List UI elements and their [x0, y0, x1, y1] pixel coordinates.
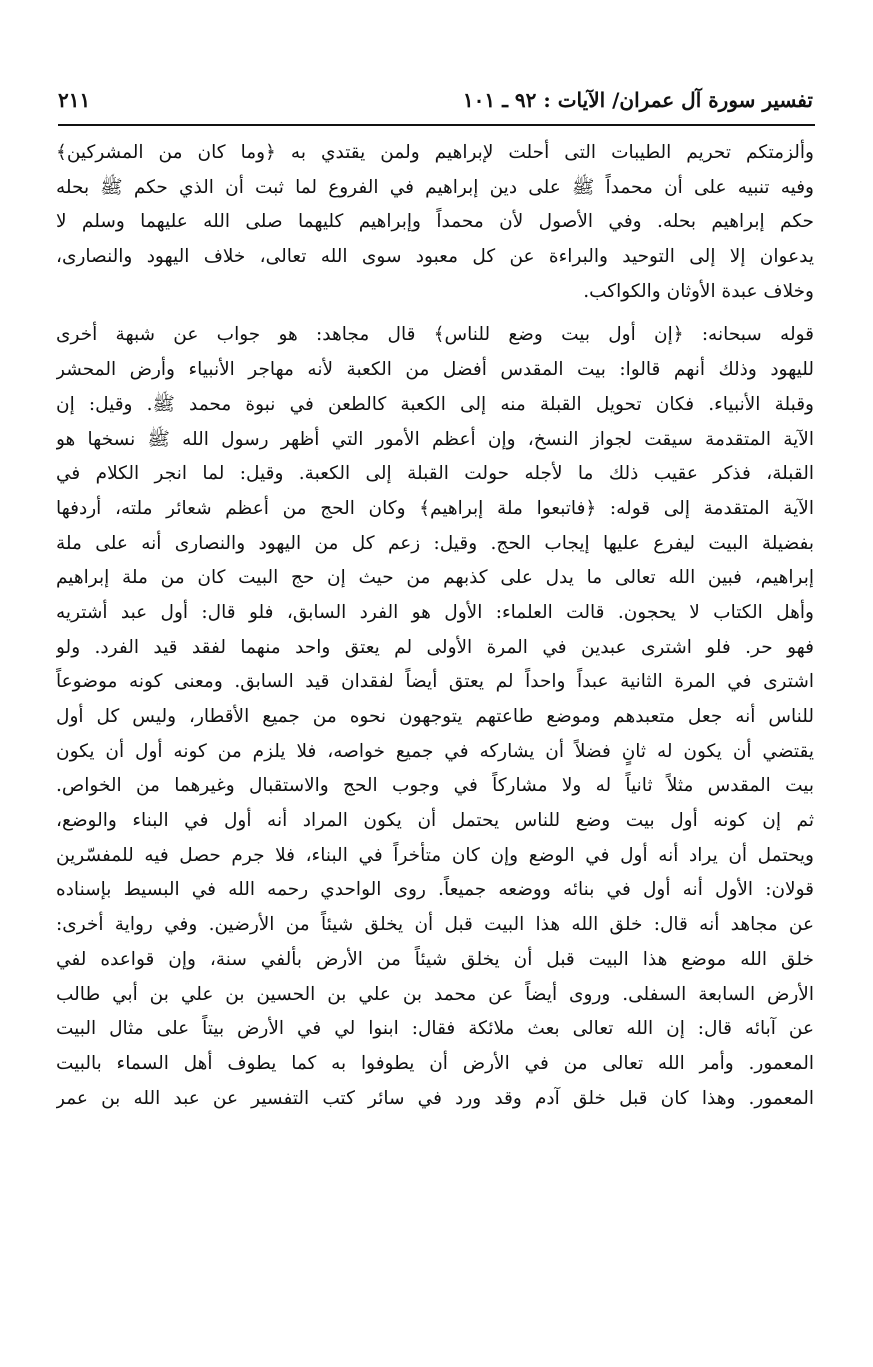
text-line: قوله سبحانه: ﴿إن أول بيت وضع للناس﴾ قال مجاهد: هو جواب عن شبهة أخرى — [56, 324, 814, 346]
text-line: وخلاف عبدة الأوثان والكواكب. — [583, 280, 814, 302]
paragraph-gap — [56, 309, 814, 318]
text-line: عن مجاهد أنه قال: خلق الله هذا البيت قبل أن يخلق شيئاً من الأرضين. وفي رواية أخرى: — [56, 914, 814, 936]
body-text — [56, 136, 814, 1116]
paragraph-1 — [56, 136, 814, 309]
text-line: فهو حر. فلو اشترى عبدين في المرة الأولى لم يعتق واحد منهما لفقد قيد الفرد. ولو — [56, 636, 814, 658]
text-line: المعمور. وأمر الله تعالى من في الأرض أن يطوفوا به كما يطوف أهل السماء بالبيت — [56, 1052, 814, 1074]
text-line: وألزمتكم تحريم الطيبات التى أحلت لإبراهيم ولمن يقتدي به ﴿وما كان من المشركين﴾ — [56, 142, 814, 163]
text-line: إبراهيم، فبين الله تعالى ما يدل على كذبهم من حيث إن حج البيت كان من ملة إبراهيم — [56, 567, 814, 589]
running-header — [58, 84, 813, 120]
text-line: المعمور. وهذا كان قبل خلق آدم وقد ورد في سائر كتب التفسير عن عبد الله بن عمر — [56, 1087, 814, 1109]
text-line: عن آبائه قال: إن الله تعالى بعث ملائكة فقال: ابنوا لي في الأرض بيتاً على مثال البيت — [56, 1018, 814, 1040]
text-line: بفضيلة البيت ليفرع عليها إيجاب الحج. وقيل: زعم كل من اليهود والنصارى أنه على ملة — [56, 532, 814, 554]
text-line: ويحتمل أن يراد أنه أول في الوضع وإن كان متأخراً في البناء، فلا جرم حصل فيه للمفسّرين — [56, 844, 814, 866]
text-line: القبلة، فذكر عقيب ذلك ما لأجله حولت القبلة إلى الكعبة. وقيل: لما انجر الكلام في — [56, 463, 814, 485]
text-line: يقتضي أن يكون له ثانٍ فضلاً أن يشاركه في جميع خواصه، فلا يلزم من كونه أول أن يكون — [56, 740, 814, 762]
text-line: وفيه تنبيه على أن محمداً ﷺ على دين إبراهيم في الفروع لما ثبت أن الذي حكم ﷺ بحله — [56, 176, 814, 198]
page-number: ٢١١ — [58, 88, 91, 112]
header-rule — [58, 124, 815, 126]
text-line: خلق الله موضع هذا البيت قبل أن يخلق شيئاً من الأرض بألفي سنة، وإن قواعده لفي — [56, 948, 814, 970]
text-line: بيت المقدس مثلاً ثانياً له ولا مشاركاً في وجوب الحج والاستقبال وغيرهما من الخواص. — [56, 775, 814, 797]
text-line: الآية المتقدمة إلى قوله: ﴿فاتبعوا ملة إبراهيم﴾ وكان الحج من أعظم شعائر ملته، أردفها — [56, 497, 814, 519]
paragraph-2 — [56, 318, 814, 1116]
text-line: الآية المتقدمة سيقت لجواز النسخ، وإن أعظم الأمور التي أظهر رسول الله ﷺ نسخها هو — [56, 428, 814, 450]
text-line: قولان: الأول أنه أول في بنائه ووضعه جميعاً. روى الواحدي رحمه الله في البسيط بإسناده — [56, 879, 814, 901]
text-line: اشترى في المرة الثانية عبداً واحداً لم يعتق أيضاً لفقدان قيد السابق. ومعنى كونه موضوعاً — [56, 671, 814, 693]
text-line: حكم إبراهيم بحله. وفي الأصول لأن محمداً وإبراهيم كليهما صلى الله عليهما وسلم لا — [56, 211, 814, 233]
text-line: وقبلة الأنبياء. فكان تحويل القبلة منه إلى الكعبة كالطعن في نبوة محمد ﷺ. وقيل: إن — [56, 393, 814, 415]
text-line: وأهل الكتاب لا يحجون. قالت العلماء: الأول هو الفرد السابق، فلو قال: أول عبد أشتريه — [56, 601, 814, 623]
text-line: للناس أنه جعل متعبدهم وموضع طاعتهم يتوجهون نحوه من جميع الأقطار، وليس كل أول — [56, 706, 814, 727]
text-line: لليهود وذلك أنهم قالوا: بيت المقدس أفضل من الكعبة لأنه مهاجر الأنبياء وأرض المحشر — [56, 359, 814, 381]
running-title: تفسير سورة آل عمران/ الآيات : ٩٢ ـ ١٠١ — [462, 88, 813, 112]
text-line: الأرض السابعة السفلى. وروى أيضاً عن محمد بن علي بن الحسين بن علي بن أبي طالب — [56, 983, 814, 1005]
text-line: يدعوان إلا إلى التوحيد والبراءة عن كل معبود سوى الله تعالى، خلاف اليهود والنصارى، — [56, 246, 814, 268]
text-line: ثم إن كونه أول بيت وضع للناس يحتمل أن يكون المراد أنه أول في البناء والوضع، — [56, 810, 814, 832]
